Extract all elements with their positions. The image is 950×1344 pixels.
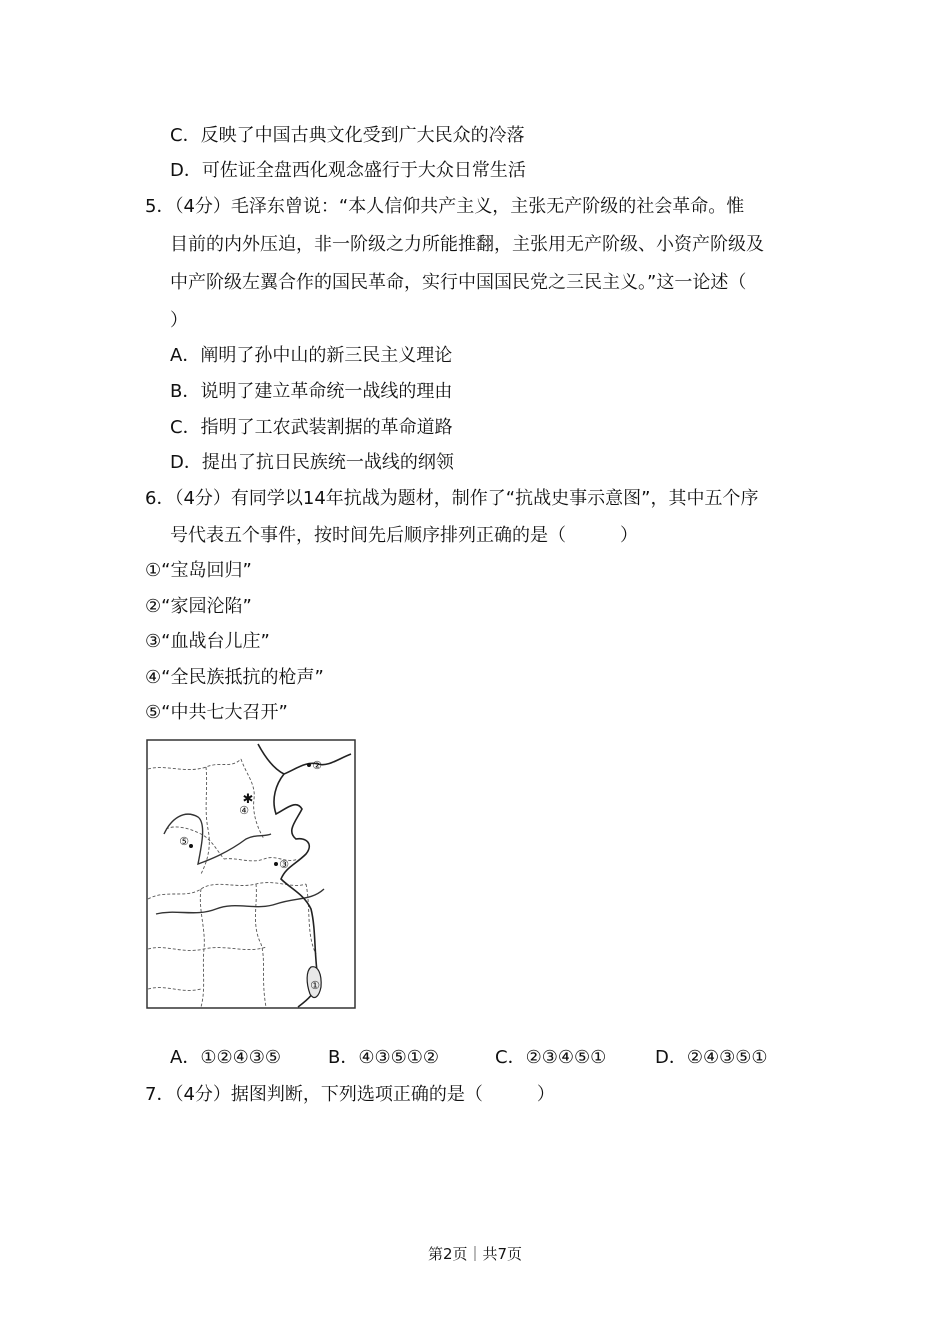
q5-stem-line-1: 5．（4分）毛泽东曾说：“本人信仰共产主义，主张无产阶级的社会革命。惟 <box>145 196 745 217</box>
q5-stem-line-4: ） <box>170 310 188 331</box>
page-footer: 第2页｜共7页 <box>427 1245 523 1263</box>
map-marker-3: ③ <box>279 858 289 871</box>
q6-answer-a: A．①②④③⑤ <box>170 1047 281 1068</box>
q6-item-1: ①“宝岛回归” <box>145 560 252 581</box>
q5-option-d: D．提出了抗日民族统一战线的纲领 <box>170 452 454 473</box>
q6-item-4: ④“全民族抵抗的枪声” <box>145 667 324 688</box>
q6-stem-line-1: 6．（4分）有同学以14年抗战为题材，制作了“抗战史事示意图”，其中五个序 <box>145 488 759 509</box>
q4-option-c: C．反映了中国古典文化受到广大民众的冷落 <box>170 125 525 146</box>
q6-stem-line-2: 号代表五个事件，按时间先后顺序排列正确的是（ ） <box>170 525 638 546</box>
q5-option-a: A．阐明了孙中山的新三民主义理论 <box>170 345 453 366</box>
q6-answer-options <box>170 1046 810 1070</box>
q5-stem-line-3: 中产阶级左翼合作的国民革命，实行中国国民党之三民主义。”这一论述（ <box>170 272 747 293</box>
anti-japanese-war-map <box>146 739 356 1009</box>
q6-answer-b: B．④③⑤①② <box>328 1047 440 1068</box>
q4-option-d: D．可佐证全盘西化观念盛行于大众日常生活 <box>170 160 526 181</box>
q6-item-5: ⑤“中共七大召开” <box>145 702 288 723</box>
svg-text:✱: ✱ <box>242 792 254 807</box>
q5-option-c: C．指明了工农武装割据的革命道路 <box>170 417 453 438</box>
map-marker-5: ⑤ <box>179 835 189 848</box>
map-marker-1: ① <box>310 979 320 992</box>
q5-option-b: B．说明了建立革命统一战线的理由 <box>170 381 453 402</box>
q6-item-2: ②“家园沦陷” <box>145 596 252 617</box>
q6-answer-c: C．②③④⑤① <box>495 1047 607 1068</box>
q6-answer-d: D．②④③⑤① <box>655 1047 768 1068</box>
map-marker-4: ④ <box>239 804 249 817</box>
q7-stem: 7．（4分）据图判断，下列选项正确的是（ ） <box>145 1084 555 1105</box>
q5-stem-line-2: 目前的内外压迫，非一阶级之力所能推翻，主张用无产阶级、小资产阶级及 <box>170 234 764 255</box>
q6-item-3: ③“血战台儿庄” <box>145 631 270 652</box>
map-marker-2: ② <box>312 759 322 772</box>
